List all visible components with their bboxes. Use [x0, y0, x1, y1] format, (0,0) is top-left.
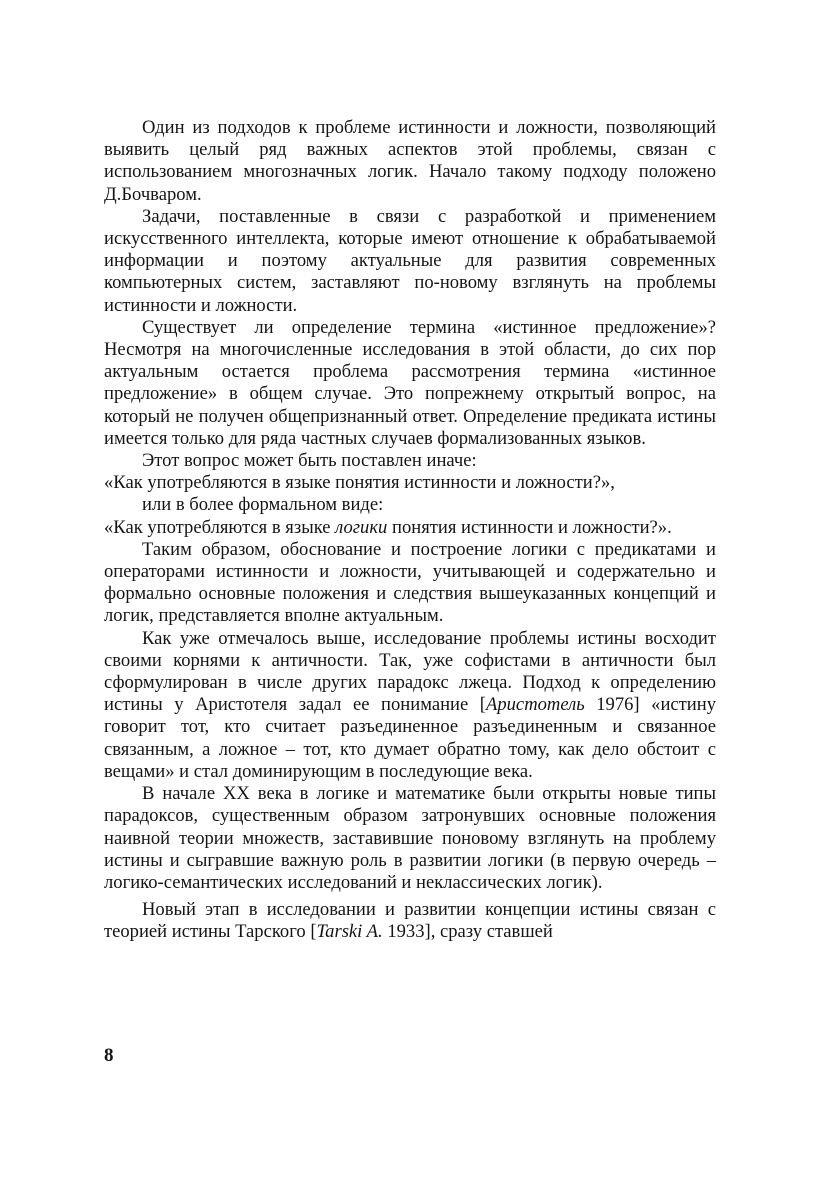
text-span: Этот вопрос может быть поставлен иначе:: [142, 450, 477, 472]
text-span: или в более формальном виде:: [142, 494, 384, 516]
paragraph-formal-form: [104, 494, 716, 516]
text-span: «Как употребляются в языке понятия истинности и ложности?»,: [104, 472, 615, 494]
paragraph-twentieth-century: [104, 783, 716, 894]
paragraph-question-language: [104, 472, 716, 494]
paragraph-logic-foundation: [104, 539, 716, 628]
body-text: [104, 117, 716, 944]
text-span: В начале XX века в логике и математике были открыты новые типы парадоксов, существенным образом затронувших основные положения наивной теории множеств, заставившие поновому взглянуть на проблему истины и сыгравшие важную роль в развитии логики (в первую очередь – логико-семантических исследований и неклассических логик).: [104, 783, 716, 893]
text-span: Как уже отмечалось выше, исследование проблемы истины восходит своими корнями к античности. Так, уже софистами в античности был сформулирован в числе других парадокс лжеца. Подход к определению истины у Аристотеля задал ее понимание [: [104, 627, 716, 716]
paragraph-artificial-intelligence: [104, 206, 716, 317]
paragraph-question-intro: [104, 450, 716, 472]
text-span: Один из подходов к проблеме истинности и ложности, позволяющий выявить целый ряд важных аспектов этой проблемы, связан с использованием многозначных логик. Начало такому подходу положено Д.Бочваром.: [104, 117, 716, 205]
emphasis-logic: логики: [335, 516, 388, 538]
text-span: «Как употребляются в языке: [104, 516, 336, 538]
paragraph-true-sentence: [104, 317, 716, 450]
paragraph-tarski: [104, 899, 716, 943]
text-span: понятия истинности и ложности?».: [387, 516, 672, 538]
paragraph-multivalued-logics: [104, 117, 716, 206]
paragraph-question-logic: [104, 517, 716, 539]
text-span: Существует ли определение термина «истинное предложение»? Несмотря на многочисленные исследования в этой области, до сих пор актуальным остается проблема рассмотрения термина «истинное предложение» в общем случае. Это попрежнему открытый вопрос, на который не получен общепризнанный ответ. Определение предиката истины имеется только для ряда частных случаев формализованных языков.: [104, 316, 716, 449]
text-span: Новый этап в исследовании и развитии концепции истины связан с теорией истины Тарского [: [104, 899, 716, 943]
text-span: Таким образом, обоснование и построение логики с предикатами и операторами истинности и ложности, учитывающей и содержательно и формально основные положения и следствия вышеуказанных концепций и логик, представляется вполне актуальным.: [104, 538, 716, 627]
text-span: Задачи, поставленные в связи с разработкой и применением искусственного интеллекта, которые имеют отношение к обрабатываемой информации и поэтому актуальные для развития современных компьютерных систем, заставляют по-новому взглянуть на проблемы истинности и ложности.: [104, 205, 716, 316]
text-span: 1933], сразу ставшей: [382, 921, 553, 943]
page-number: 8: [104, 1045, 114, 1066]
paragraph-antiquity: [104, 628, 716, 783]
citation-aristotle: Аристотель: [485, 694, 585, 716]
citation-tarski: Tarski A.: [316, 921, 383, 943]
text-span: 1976] «истину говорит тот, кто считает разъединенное разъединенным и связанное связанным, а ложное – тот, кто думает обратно тому, как дело обстоит с вещами» и стал доминирующим в последующие века.: [104, 694, 716, 782]
